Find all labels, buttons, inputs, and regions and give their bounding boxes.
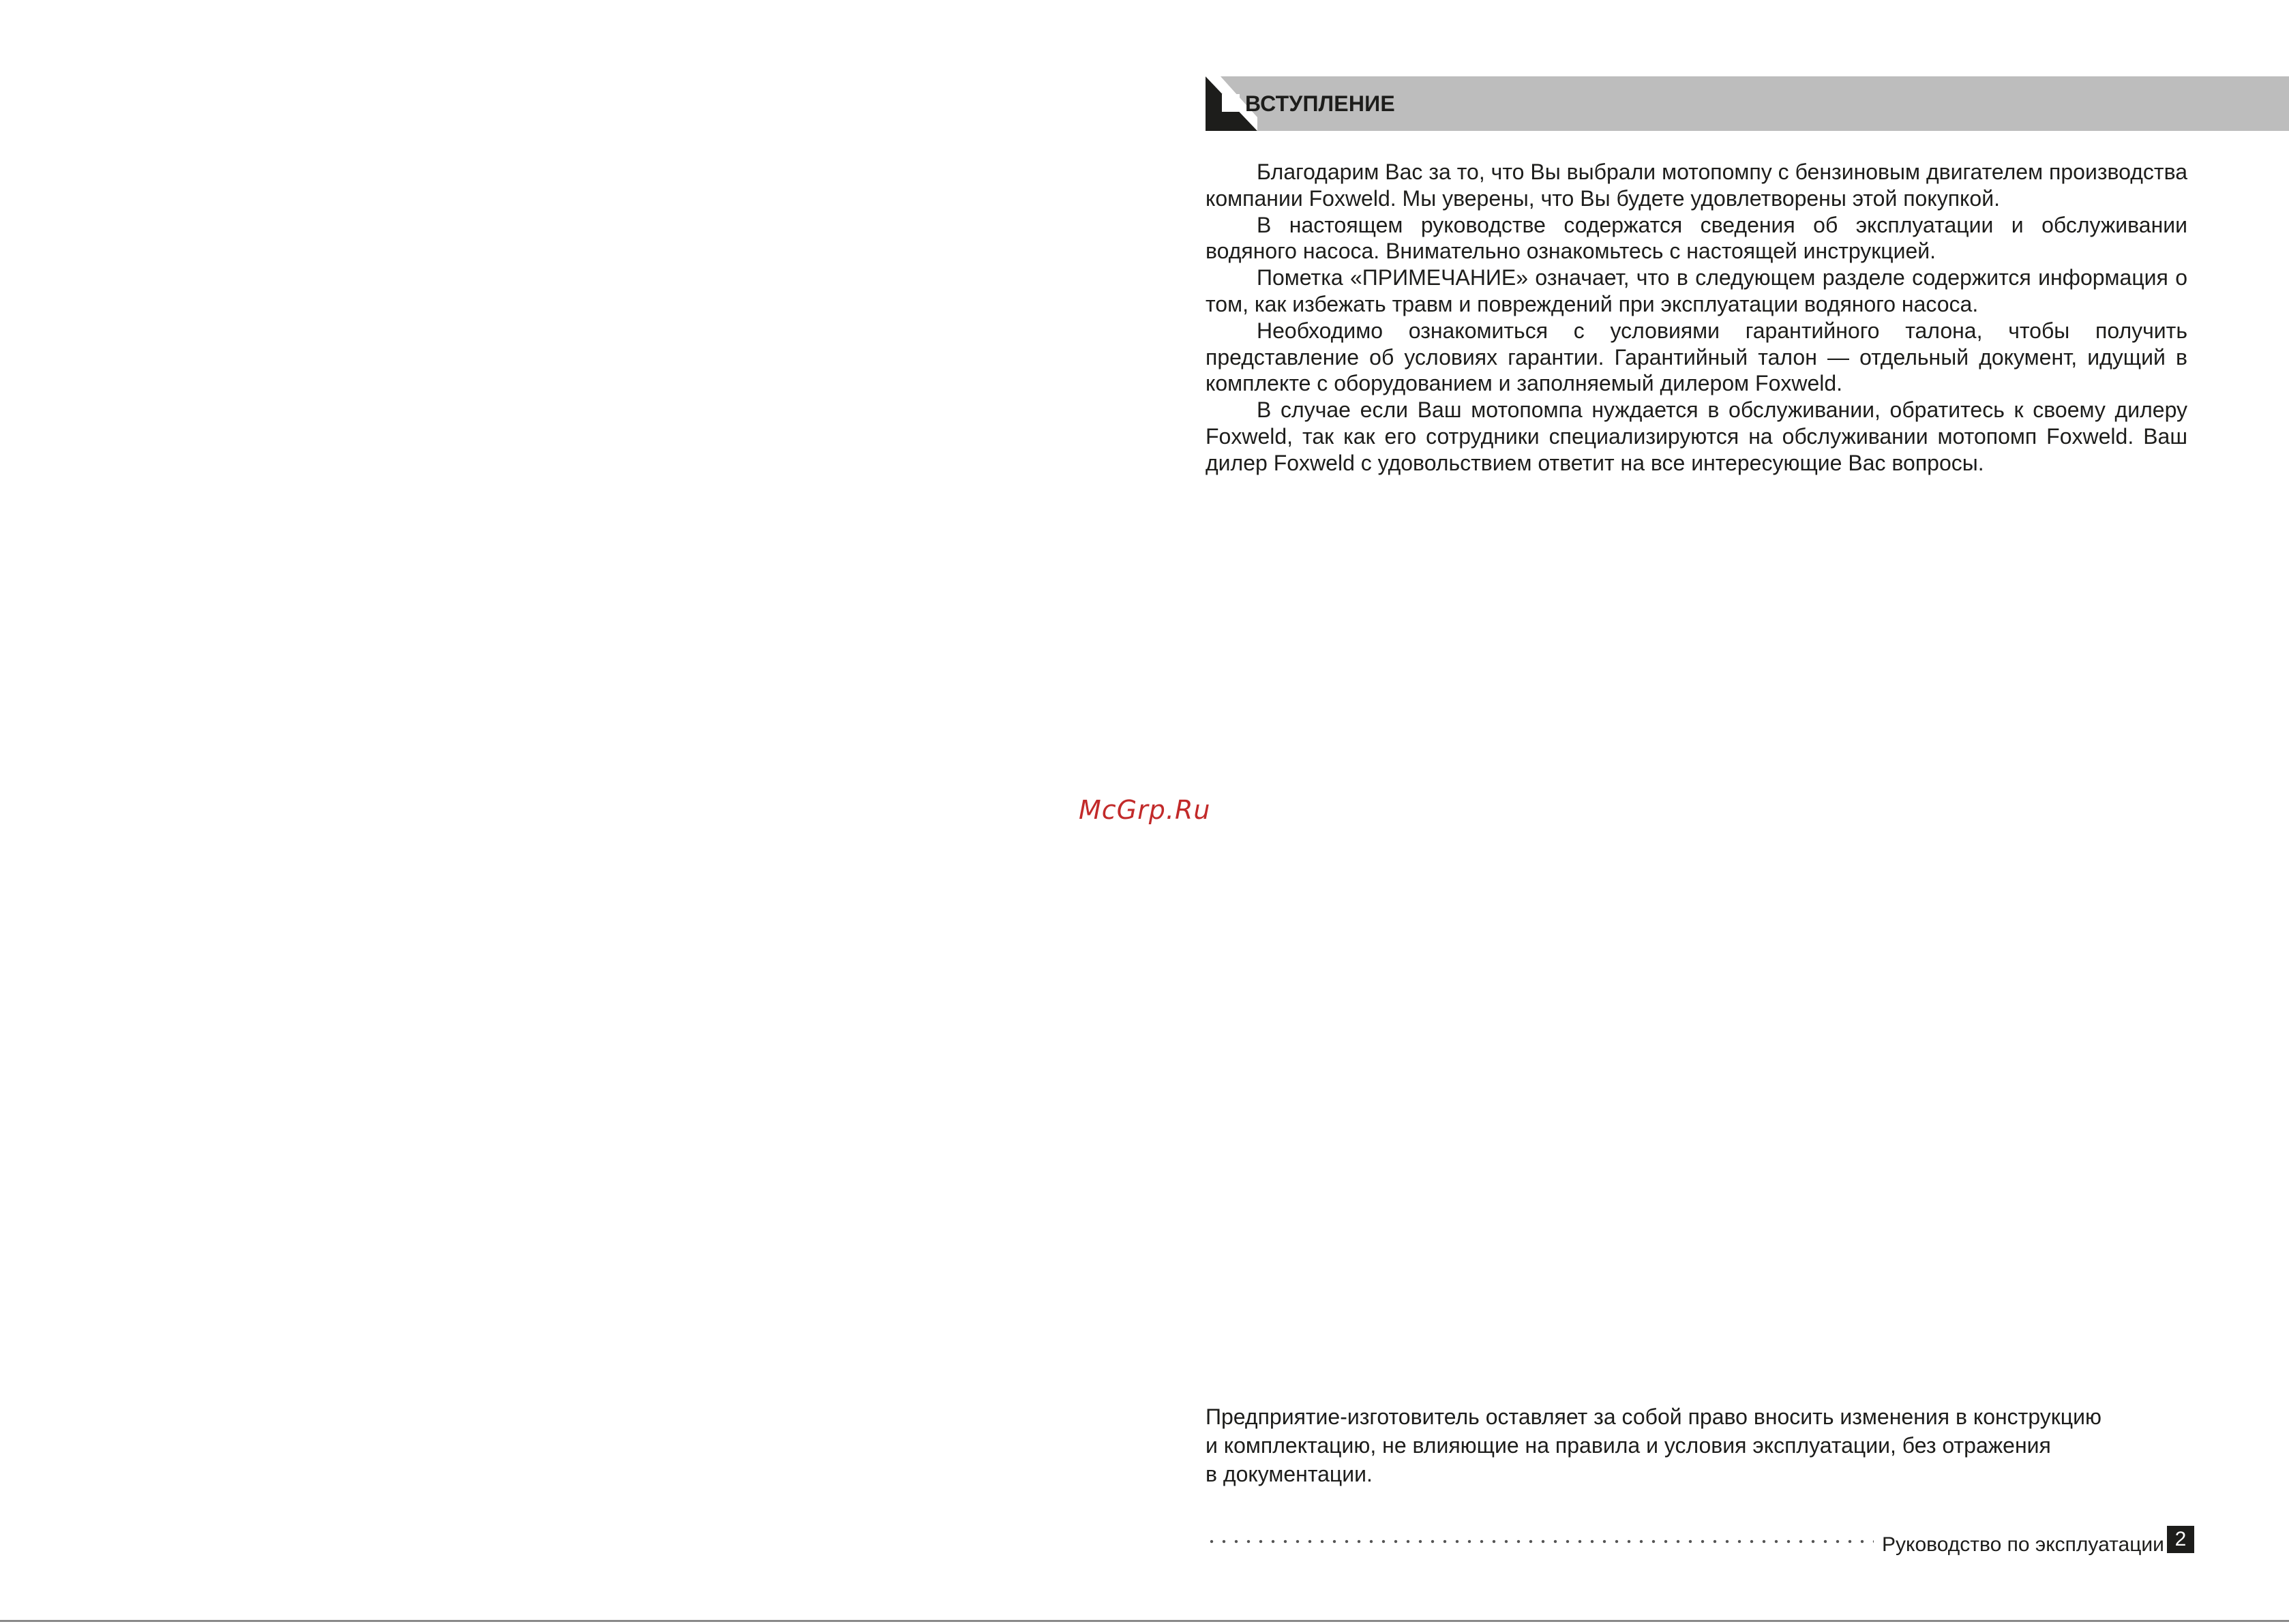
footer-dot-leader [1206, 1538, 1874, 1545]
paragraph: В случае если Ваш мотопомпа нуждается в обслуживании, обратитесь к своему дилеру Foxweld, так как его сотрудники специализируются на обслуживании мотопомп Foxweld. Ваш дилер Foxweld с удовольствием ответит на все интересующие Вас вопросы. [1206, 397, 2187, 475]
paragraph: Пометка «ПРИМЕЧАНИЕ» означает, что в следующем разделе содержится информация о том, как избежать травм и повреждений при эксплуатации водяного насоса. [1206, 265, 2187, 316]
bottom-divider [0, 1620, 2289, 1622]
watermark-link[interactable]: McGrp.Ru [1079, 795, 1211, 825]
intro-body [1206, 159, 2187, 477]
section-title: ВСТУПЛЕНИЕ [1245, 91, 1395, 116]
paragraph: Необходимо ознакомиться с условиями гарантийного талона, чтобы получить представление об условиях гарантии. Гарантийный талон — отдельный документ, идущий в комплекте с оборудованием и заполняемый дилером Foxweld. [1206, 318, 2187, 396]
disclaimer-line: в документации. [1206, 1462, 1373, 1486]
page-number: 2 [2167, 1526, 2194, 1553]
disclaimer-line: Предприятие-изготовитель оставляет за собой право вносить изменения в конструкцию [1206, 1404, 2101, 1429]
footer-label: Руководство по эксплуатации [1882, 1533, 2164, 1556]
disclaimer [1206, 1402, 2187, 1488]
disclaimer-line: и комплектацию, не влияющие на правила и условия эксплуатации, без отражения [1206, 1433, 2051, 1458]
paragraph: В настоящем руководстве содержатся сведения об эксплуатации и обслуживании водяного насоса. Внимательно ознакомьтесь с настоящей инструкцией. [1206, 212, 2187, 264]
paragraph: Благодарим Вас за то, что Вы выбрали мотопомпу с бензиновым двигателем производства компании Foxweld. Мы уверены, что Вы будете удовлетворены этой покупкой. [1206, 160, 2187, 211]
